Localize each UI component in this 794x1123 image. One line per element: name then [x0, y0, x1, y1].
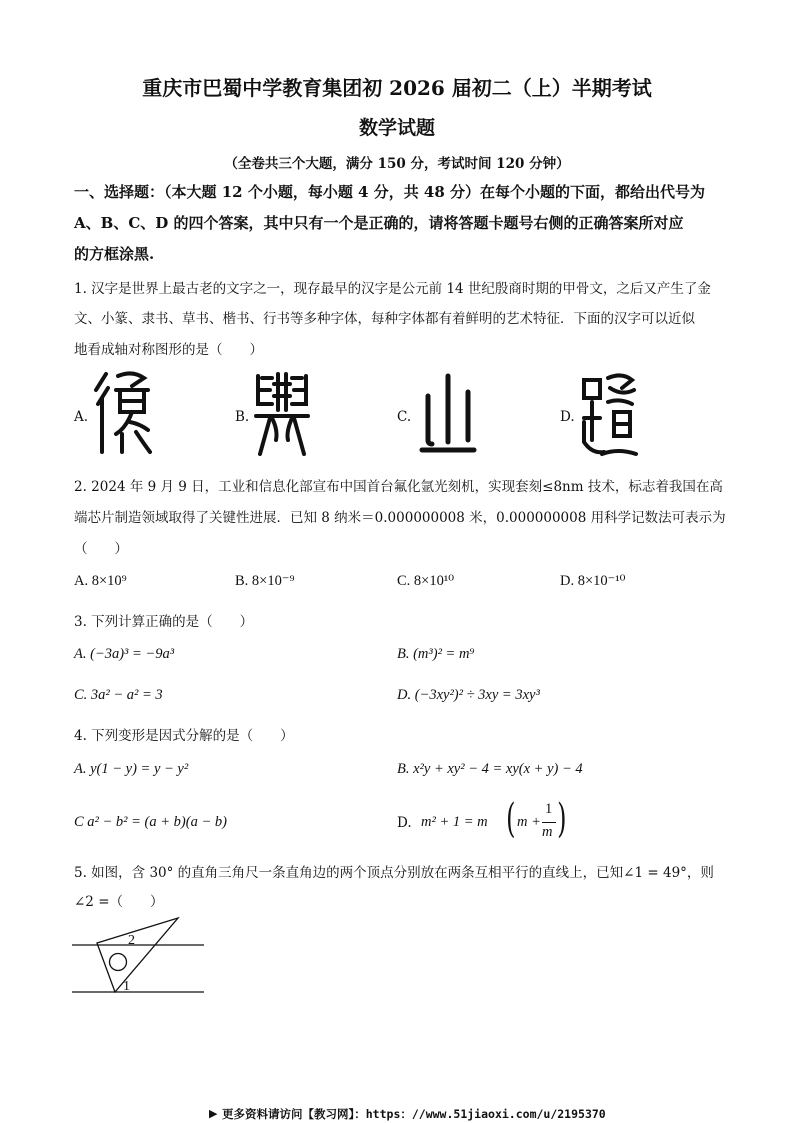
q1-line1: 1. 汉字是世界上最古老的文字之一，现存最早的汉字是公元前 14 世纪殷商时期的甲骨文，之后又产生了金	[74, 281, 711, 297]
exam-subtitle: 数学试题	[358, 117, 435, 139]
angle-1-label: 1	[123, 979, 130, 994]
q5-line1: 5. 如图，含 30° 的直角三角尺一条直角边的两个顶点分别放在两条互相平行的直线上，已知∠1 = 49°，则	[74, 865, 714, 881]
seal-glyph-a-image	[92, 368, 154, 456]
q1-line2: 文、小篆、隶书、草书、楷书、行书等多种字体，每种字体都有着鲜明的艺术特征．下面的汉字可以近似	[74, 311, 695, 327]
section-instructions-line2: A、B、C、D 的四个答案，其中只有一个是正确的，请将答题卡题号右侧的正确答案所对应	[74, 214, 684, 232]
seal-glyph-c-image	[418, 372, 478, 458]
q2-option-b: B. 8×10⁻⁹	[235, 573, 295, 589]
ruler-hole	[110, 954, 127, 971]
q3-option-c: C. 3a² − a² = 3	[74, 687, 163, 703]
q1-option-c-label: C.	[397, 409, 412, 425]
seal-glyph-d-image	[578, 372, 638, 458]
q2-option-a: A. 8×10⁹	[74, 573, 127, 589]
q2-line1: 2. 2024 年 9 月 9 日，工业和信息化部宣布中国首台氟化氩光刻机，实现套刻≤8nm 技术，标志着我国在高	[74, 479, 723, 495]
q3-option-b: B. (m³)² = m⁹	[397, 646, 475, 662]
q2-option-c: C. 8×10¹⁰	[397, 573, 455, 589]
angle-2-label: 2	[128, 933, 135, 948]
q4-option-a: A. y(1 − y) = y − y²	[74, 761, 189, 777]
q1-line3: 地看成轴对称图形的是（ ）	[74, 342, 263, 358]
q1-option-b-label: B.	[235, 409, 250, 425]
q3-line1: 3. 下列计算正确的是（ ）	[74, 614, 254, 630]
q4-option-d-denominator: m	[542, 824, 553, 840]
triangle-ruler	[97, 918, 178, 992]
q1-option-a-label: A.	[74, 409, 89, 425]
q4-option-d-rparen: )	[557, 796, 567, 842]
q2-line3: （ ）	[74, 541, 128, 557]
q4-option-d-lhs: m² + 1 = m	[421, 814, 488, 830]
q2-line2: 端芯片制造领域取得了关键性进展．已知 8 纳米＝0.000000008 米，0.000000008 用科学记数法可表示为	[74, 510, 726, 526]
seal-glyph-b-image	[252, 370, 312, 458]
q5-line2: ∠2 =（ ）	[74, 894, 164, 910]
footer-link[interactable]: 更多资料请访问【教习网】：https：//www.51jiaoxi.com/u/2195370	[222, 1107, 606, 1121]
q4-line1: 4. 下列变形是因式分解的是（ ）	[74, 728, 294, 744]
section-instructions-line1: 一、选择题：（本大题 12 个小题，每小题 4 分，共 48 分）在每个小题的下面，都给出代号为	[74, 183, 706, 201]
q1-option-d-label: D.	[560, 409, 575, 425]
flag-icon: ▶	[209, 1107, 218, 1120]
exam-note: （全卷共三个大题，满分 150 分，考试时间 120 分钟）	[224, 156, 570, 172]
q4-option-d-fraction-bar	[542, 822, 556, 823]
q4-option-b: B. x²y + xy² − 4 = xy(x + y) − 4	[397, 761, 583, 777]
q3-option-a: A. (−3a)³ = −9a³	[74, 646, 175, 662]
exam-title: 重庆市巴蜀中学教育集团初 2026 届初二（上）半期考试	[142, 76, 652, 100]
q4-option-c: C a² − b² = (a + b)(a − b)	[74, 814, 227, 830]
q5-figure	[70, 912, 210, 998]
section-instructions-line3: 的方框涂黑.	[74, 245, 155, 263]
q4-option-d-numerator: 1	[545, 801, 553, 817]
q4-option-d-label: D.	[397, 815, 412, 831]
q3-option-d: D. (−3xy²)² ÷ 3xy = 3xy³	[397, 687, 540, 703]
q4-option-d-lparen: (	[506, 796, 516, 842]
q2-option-d: D. 8×10⁻¹⁰	[560, 573, 626, 589]
q4-option-d-inner: m +	[517, 814, 541, 830]
